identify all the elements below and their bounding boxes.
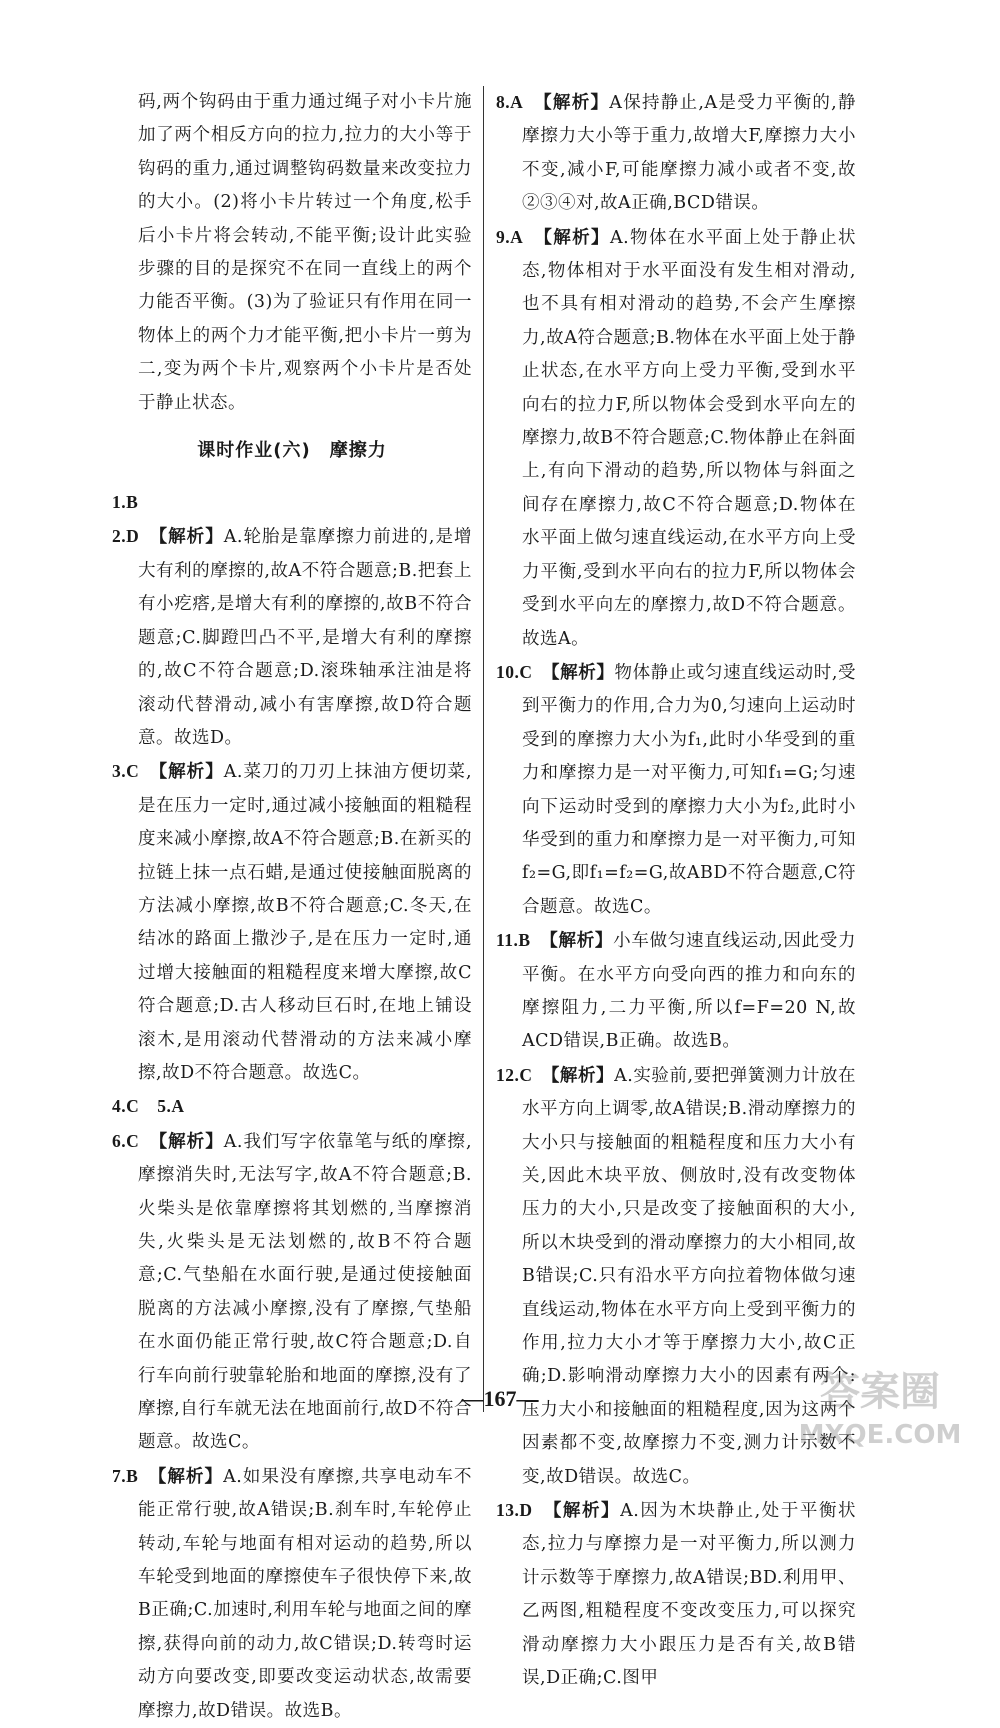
analysis-tag: 【解析】 [549, 931, 614, 952]
answer-number: 10.C [496, 661, 533, 682]
answer-text: A保持静止,A是受力平衡的,静摩擦力大小等于重力,故增大F,摩擦力大小不变,减小F,可能摩擦力减小或者不变,故②③④对,故A正确,BCD错误。 [522, 93, 857, 214]
answer-number: 1.B [112, 492, 139, 513]
column-divider [483, 86, 484, 1412]
answer-number: 3.C [112, 761, 140, 782]
answer-item [112, 486, 472, 520]
analysis-tag: 【解析】 [552, 1501, 621, 1522]
left-column [112, 86, 472, 1728]
answer-text: 小车做匀速直线运动,因此受力平衡。在水平方向受向西的推力和向东的摩擦阻力,二力平衡,所以f=F=20 N,故ACD错误,B正确。故选B。 [522, 931, 857, 1052]
answer-text: A.菜刀的刀刃上抹油方便切菜,是在压力一定时,通过减小接触面的粗糙程度来减小摩擦,故A不符合题意;B.在新买的拉链上抹一点石蜡,是通过使接触面脱离的方法减小摩擦,故B不符合题意;C.冬天,在结冰的路面上撒沙子,是在压力一定时,通过增大接触面的粗糙程度来增大摩擦,故C符合题意;D.古人移动巨石时,在地上铺设滚木,是用滚动代替滑动的方法来减小摩擦,故D不符合题意。故选C。 [138, 762, 473, 1083]
answer-text: A.实验前,要把弹簧测力计放在水平方向上调零,故A错误;B.滑动摩擦力的大小只与接触面的粗糙程度和压力大小有关,因此木块平放、侧放时,没有改变物体压力的大小,只是改变了接触面积的大小,所以木块受到的滑动摩擦力的大小相同,故B错误;C.只有沿水平方向拉着物体做匀速直线运动,物体在水平方向上受到平衡力的作用,拉力大小才等于摩擦力大小,故C正确;D.影响滑动摩擦力大小的因素有两个:压力大小和接触面的粗糙程度,因为这两个因素都不变,故摩擦力不变,测力计示数不变,故D错误。故选C。 [522, 1065, 857, 1487]
answer-text: A.轮胎是靠摩擦力前进的,是增大有利的摩擦的,故A不符合题意;B.把套上有小疙瘩,是增大有利的摩擦的,故B不符合题意;C.脚蹬凹凸不平,是增大有利的摩擦的,故C不符合题意;D.滚珠轴承注油是将滚动代替滑动,减小有害摩擦,故D符合题意。故选D。 [138, 527, 473, 748]
answer-item [112, 755, 472, 1090]
answer-text: 物体静止或匀速直线运动时,受到平衡力的作用,合力为0,匀速向上运动时受到的摩擦力大小为f₁,此时小华受到的重力和摩擦力是一对平衡力,可知f₁=G;匀速向下运动时受到的摩擦力大小为f₂,此时小华受到的重力和摩擦力是一对平衡力,可知f₂=G,即f₁=f₂=G,故ABD不符合题意,C符合题意。故选C。 [522, 662, 857, 917]
intro-paragraph: 码,两个钩码由于重力通过绳子对小卡片施加了两个相反方向的拉力,拉力的大小等于钩码的重力,通过调整钩码数量来改变拉力的大小。(2)将小卡片转过一个角度,松手后小卡片将会转动,不能平衡;设计此实验步骤的目的是探究不在同一直线上的两个力能否平衡。(3)为了验证只有作用在同一物体上的两个力才能平衡,把小卡片一剪为二,变为两个卡片,观察两个小卡片是否处于静止状态。 [138, 92, 472, 413]
watermark-line2: MXQE.COM [798, 1420, 962, 1450]
analysis-tag: 【解析】 [550, 662, 615, 683]
page-number: —167— [461, 1386, 539, 1411]
section-title: 课时作业(六) 摩擦力 [197, 440, 387, 462]
answer-number: 11.B [496, 930, 531, 951]
answer-item [496, 1494, 856, 1695]
answer-item [112, 1460, 472, 1728]
analysis-tag: 【解析】 [157, 1466, 224, 1487]
analysis-tag: 【解析】 [158, 1131, 224, 1152]
right-column [496, 86, 856, 1696]
analysis-tag: 【解析】 [542, 93, 610, 113]
watermark-line1: 答案圈 [820, 1369, 940, 1415]
answer-item [112, 1090, 472, 1124]
analysis-tag: 【解析】 [550, 1065, 615, 1086]
answer-text: A.我们写字依靠笔与纸的摩擦,摩擦消失时,无法写字,故A不符合题意;B.火柴头是依靠摩擦将其划燃的,当摩擦消失,火柴头是无法划燃的,故B不符合题意;C.气垫船在水面行驶,是通过使接触面脱离的方法减小摩擦,没有了摩擦,气垫船在水面仍能正常行驶,故C符合题意;D.自行车向前行驶靠轮胎和地面的摩擦,没有了摩擦,自行车就无法在地面前行,故D不符合题意。故选C。 [138, 1131, 473, 1453]
answer-item [496, 221, 856, 656]
answer-text: A.物体在水平面上处于静止状态,物体相对于水平面没有发生相对滑动,也不具有相对滑动的趋势,不会产生摩擦力,故A符合题意;B.物体在水平面上处于静止状态,在水平方向上受力平衡,受到水平向右的拉力F,所以物体会受到水平向左的摩擦力,故B不符合题意;C.物体静止在斜面上,有向下滑动的趋势,所以物体与斜面之间存在摩擦力,故C不符合题意;D.物体在水平面上做匀速直线运动,在水平方向上受力平衡,受到水平向右的拉力F,所以物体会受到水平向左的摩擦力,故D不符合题意。故选A。 [522, 227, 857, 649]
answer-number: 4.C 5.A [112, 1096, 185, 1117]
answer-text: A.因为木块静止,处于平衡状态,拉力与摩擦力是一对平衡力,所以测力计示数等于摩擦力,故A错误;BD.利用甲、乙两图,粗糙程度不变改变压力,可以探究滑动摩擦力大小跟压力是否有关,故B错误,D正确;C.图甲 [522, 1501, 857, 1689]
answer-number: 6.C [112, 1130, 140, 1151]
analysis-tag: 【解析】 [543, 227, 610, 248]
analysis-tag: 【解析】 [158, 762, 224, 783]
answer-item [496, 656, 856, 924]
answer-item [496, 924, 856, 1059]
analysis-tag: 【解析】 [158, 527, 224, 548]
answer-number: 8.A [496, 92, 524, 112]
answer-number: 13.D [496, 1500, 533, 1521]
answer-number: 12.C [496, 1064, 533, 1085]
answer-number: 2.D [112, 526, 140, 547]
answer-item [112, 520, 472, 755]
answer-text: A.如果没有摩擦,共享电动车不能正常行驶,故A错误;B.刹车时,车轮停止转动,车轮与地面有相对运动的趋势,所以车轮受到地面的摩擦使车子很快停下来,故B正确;C.加速时,利用车轮与地面之间的摩擦,获得向前的动力,故C错误;D.转弯时运动方向要改变,即要改变运动状态,故需要摩擦力,故D错误。故选B。 [138, 1466, 473, 1721]
answer-number: 7.B [112, 1465, 139, 1486]
answer-item [496, 86, 856, 221]
answer-number: 9.A [496, 226, 524, 247]
watermark-logo [780, 1353, 980, 1453]
